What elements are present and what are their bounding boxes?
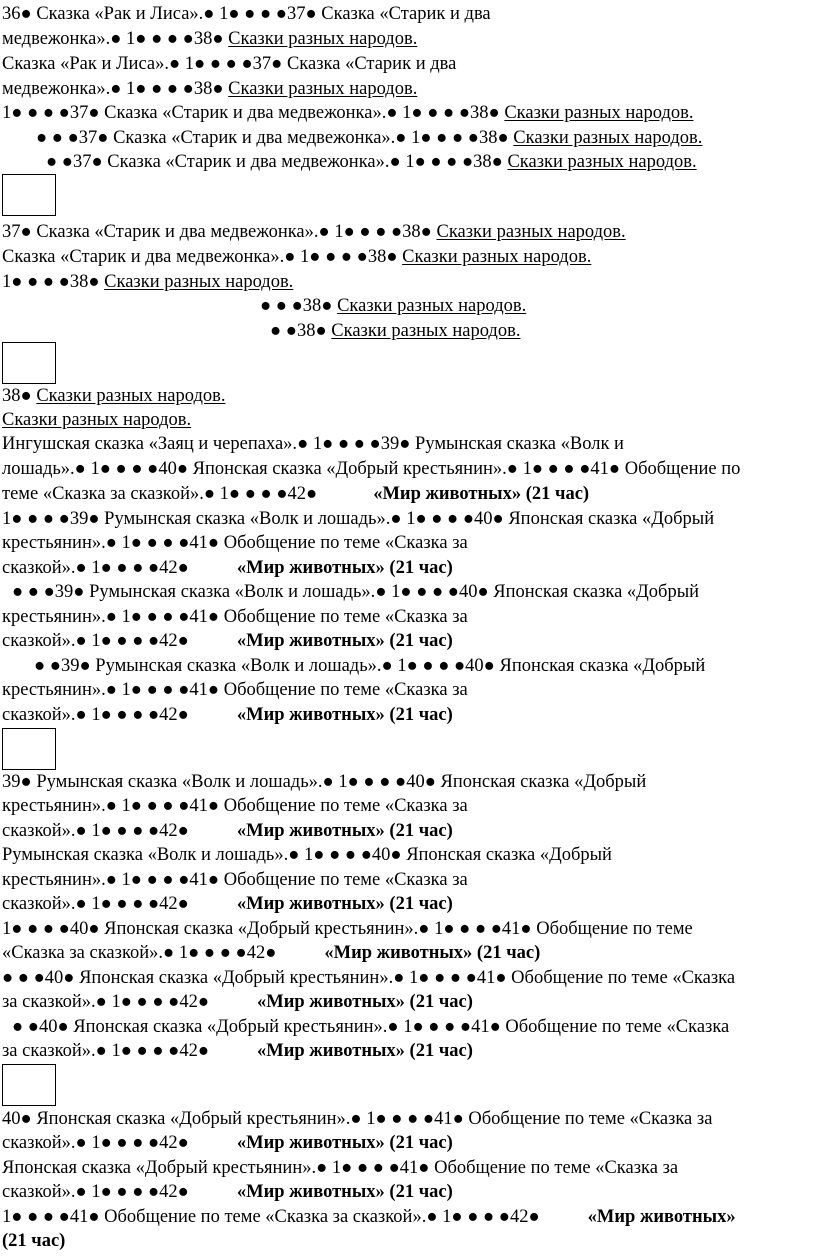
line-38: за сказкой».● 1● ● ● ●42● «Мир животных» (21 час) — [2, 1041, 473, 1061]
line-24: ● ●39● Румынская сказка «Волк и лошадь».● 1● ● ● ●40● Японская сказка «Добрый — [34, 656, 706, 676]
line-36: за сказкой».● 1● ● ● ●42● «Мир животных» (21 час) — [2, 992, 473, 1012]
link-narody[interactable]: Сказки разных народов. — [507, 152, 697, 172]
line-15: Ингушская сказка «Заяц и черепаха».● 1● ● ● ●39● Румынская сказка «Волк и — [2, 434, 624, 454]
line-7: ● ●37● Сказка «Старик и два медвежонка».● 1● ● ● ●38● Сказки разных народов. — [46, 152, 697, 172]
line-9: Сказка «Старик и два медвежонка».● 1● ● ● ●38● Сказки разных народов. — [2, 247, 592, 267]
line-10: 1● ● ● ●38● Сказки разных народов. — [2, 272, 294, 292]
empty-box — [2, 342, 56, 384]
link-narody[interactable]: Сказки разных народов. — [104, 272, 294, 292]
link-narody[interactable]: Сказки разных народов. — [36, 386, 226, 406]
line-44: (21 час) — [2, 1231, 66, 1251]
line-11: ● ● ●38● Сказки разных народов. — [260, 296, 527, 316]
line-39: 40● Японская сказка «Добрый крестьянин».● 1● ● ● ●41● Обобщение по теме «Сказка за — [2, 1109, 713, 1129]
line-42: сказкой».● 1● ● ● ●42● «Мир животных» (21 час) — [2, 1182, 453, 1202]
line-6: ● ● ●37● Сказка «Старик и два медвежонка».● 1● ● ● ●38● Сказки разных народов. — [36, 128, 703, 148]
line-43: 1● ● ● ●41● Обобщение по теме «Сказка за сказкой».● 1● ● ● ●42● «Мир животных» — [2, 1207, 736, 1227]
line-13: 38● Сказки разных народов. — [2, 386, 226, 406]
line-30: Румынская сказка «Волк и лошадь».● 1● ● ● ●40● Японская сказка «Добрый — [2, 845, 612, 865]
line-4: медвежонка».● 1● ● ● ●38● Сказки разных народов. — [2, 79, 418, 99]
line-19: крестьянин».● 1● ● ● ●41● Обобщение по теме «Сказка за — [2, 533, 468, 553]
line-20: сказкой».● 1● ● ● ●42● «Мир животных» (21 час) — [2, 558, 453, 578]
link-narody[interactable]: Сказки разных народов. — [2, 410, 192, 430]
line-3: Сказка «Рак и Лиса».● 1● ● ● ●37● Сказка «Старик и два — [2, 54, 457, 74]
link-narody[interactable]: Сказки разных народов. — [331, 321, 521, 341]
link-narody[interactable]: Сказки разных народов. — [337, 296, 527, 316]
line-8: 37● Сказка «Старик и два медвежонка».● 1● ● ● ●38● Сказки разных народов. — [2, 222, 626, 242]
empty-box — [2, 174, 56, 216]
line-26: сказкой».● 1● ● ● ●42● «Мир животных» (21 час) — [2, 705, 453, 725]
line-32: сказкой».● 1● ● ● ●42● «Мир животных» (21 час) — [2, 894, 453, 914]
line-17: теме «Сказка за сказкой».● 1● ● ● ●42● «Мир животных» (21 час) — [2, 484, 590, 504]
line-31: крестьянин».● 1● ● ● ●41● Обобщение по теме «Сказка за — [2, 870, 468, 890]
link-narody[interactable]: Сказки разных народов. — [228, 79, 418, 99]
link-narody[interactable]: Сказки разных народов. — [513, 128, 703, 148]
link-narody[interactable]: Сказки разных народов. — [228, 29, 418, 49]
line-27: 39● Румынская сказка «Волк и лошадь».● 1● ● ● ●40● Японская сказка «Добрый — [2, 772, 647, 792]
line-40: сказкой».● 1● ● ● ●42● «Мир животных» (21 час) — [2, 1133, 453, 1153]
line-28: крестьянин».● 1● ● ● ●41● Обобщение по теме «Сказка за — [2, 796, 468, 816]
link-narody[interactable]: Сказки разных народов. — [504, 103, 694, 123]
line-1: 36● Сказка «Рак и Лиса».● 1● ● ● ●37● Сказка «Старик и два — [2, 4, 491, 24]
line-34: «Сказка за сказкой».● 1● ● ● ●42● «Мир животных» (21 час) — [2, 943, 541, 963]
line-23: сказкой».● 1● ● ● ●42● «Мир животных» (21 час) — [2, 631, 453, 651]
line-16: лошадь».● 1● ● ● ●40● Японская сказка «Добрый крестьянин».● 1● ● ● ●41● Обобщение по — [2, 459, 741, 479]
empty-box — [2, 1064, 56, 1106]
line-18: 1● ● ● ●39● Румынская сказка «Волк и лошадь».● 1● ● ● ●40● Японская сказка «Добрый — [2, 509, 715, 529]
line-29: сказкой».● 1● ● ● ●42● «Мир животных» (21 час) — [2, 821, 453, 841]
line-21: ● ● ●39● Румынская сказка «Волк и лошадь».● 1● ● ● ●40● Японская сказка «Добрый — [12, 582, 700, 602]
empty-box — [2, 728, 56, 770]
line-35: ● ● ●40● Японская сказка «Добрый крестьянин».● 1● ● ● ●41● Обобщение по теме «Сказка — [2, 968, 736, 988]
line-37: ● ●40● Японская сказка «Добрый крестьянин».● 1● ● ● ●41● Обобщение по теме «Сказка — [12, 1017, 730, 1037]
link-narody[interactable]: Сказки разных народов. — [436, 222, 626, 242]
line-14 — [2, 408, 191, 432]
line-25: крестьянин».● 1● ● ● ●41● Обобщение по теме «Сказка за — [2, 680, 468, 700]
line-12: ● ●38● Сказки разных народов. — [270, 321, 521, 341]
line-33: 1● ● ● ●40● Японская сказка «Добрый крестьянин».● 1● ● ● ●41● Обобщение по теме — [2, 919, 693, 939]
line-2: медвежонка».● 1● ● ● ●38● Сказки разных народов. — [2, 29, 418, 49]
line-41: Японская сказка «Добрый крестьянин».● 1● ● ● ●41● Обобщение по теме «Сказка за — [2, 1158, 679, 1178]
line-5: 1● ● ● ●37● Сказка «Старик и два медвежонка».● 1● ● ● ●38● Сказки разных народов. — [2, 103, 694, 123]
line-22: крестьянин».● 1● ● ● ●41● Обобщение по теме «Сказка за — [2, 607, 468, 627]
link-narody[interactable]: Сказки разных народов. — [402, 247, 592, 267]
